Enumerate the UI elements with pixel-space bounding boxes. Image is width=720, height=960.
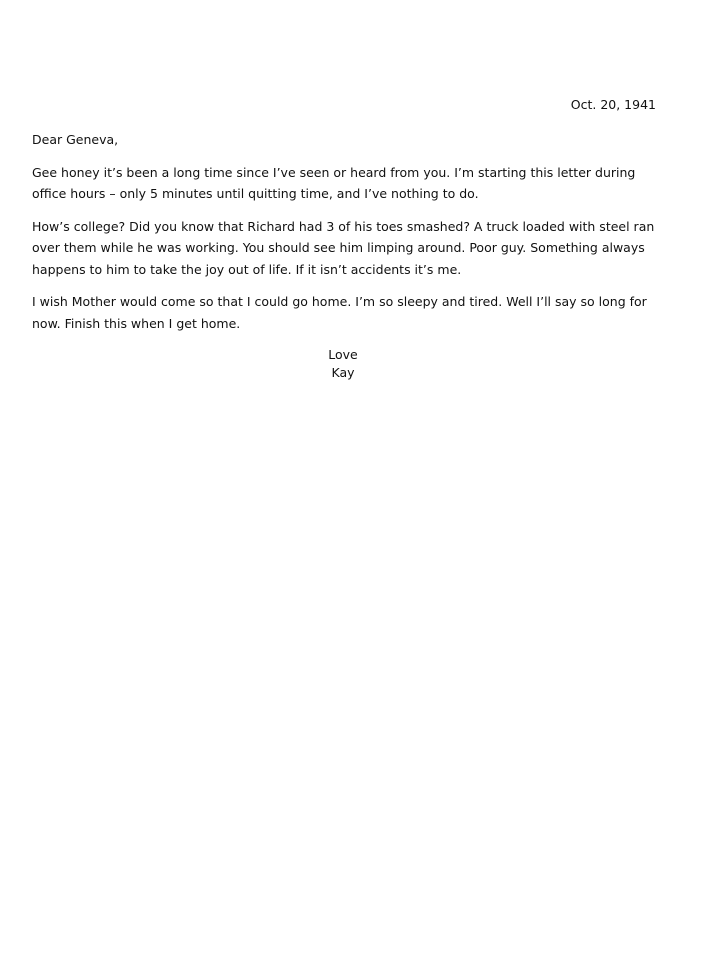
letter-signature: Kay (331, 365, 355, 380)
letter-date: Oct. 20, 1941 (570, 97, 656, 112)
letter-body (32, 129, 660, 345)
letter-paragraph: I wish Mother would come so that I could go home. I’m so sleepy and tired. Well I’ll say so long for now. Finish this when I get home. (32, 294, 647, 331)
letter-paragraph: Gee honey it’s been a long time since I’ve seen or heard from you. I’m starting this letter during office hours – only 5 minutes until quitting time, and I’ve nothing to do. (32, 164, 636, 201)
letter-greeting: Dear Geneva, (32, 132, 119, 147)
letter-closing-block (0, 346, 686, 382)
letter-closing: Love (328, 347, 358, 362)
letter-paragraph: How’s college? Did you know that Richard had 3 of his toes smashed? A truck loaded with steel ran over them while he was working. You should see him limping around. Poor guy. Something always happens to him to take the joy out of life. If it isn’t accidents it’s me. (32, 218, 655, 277)
